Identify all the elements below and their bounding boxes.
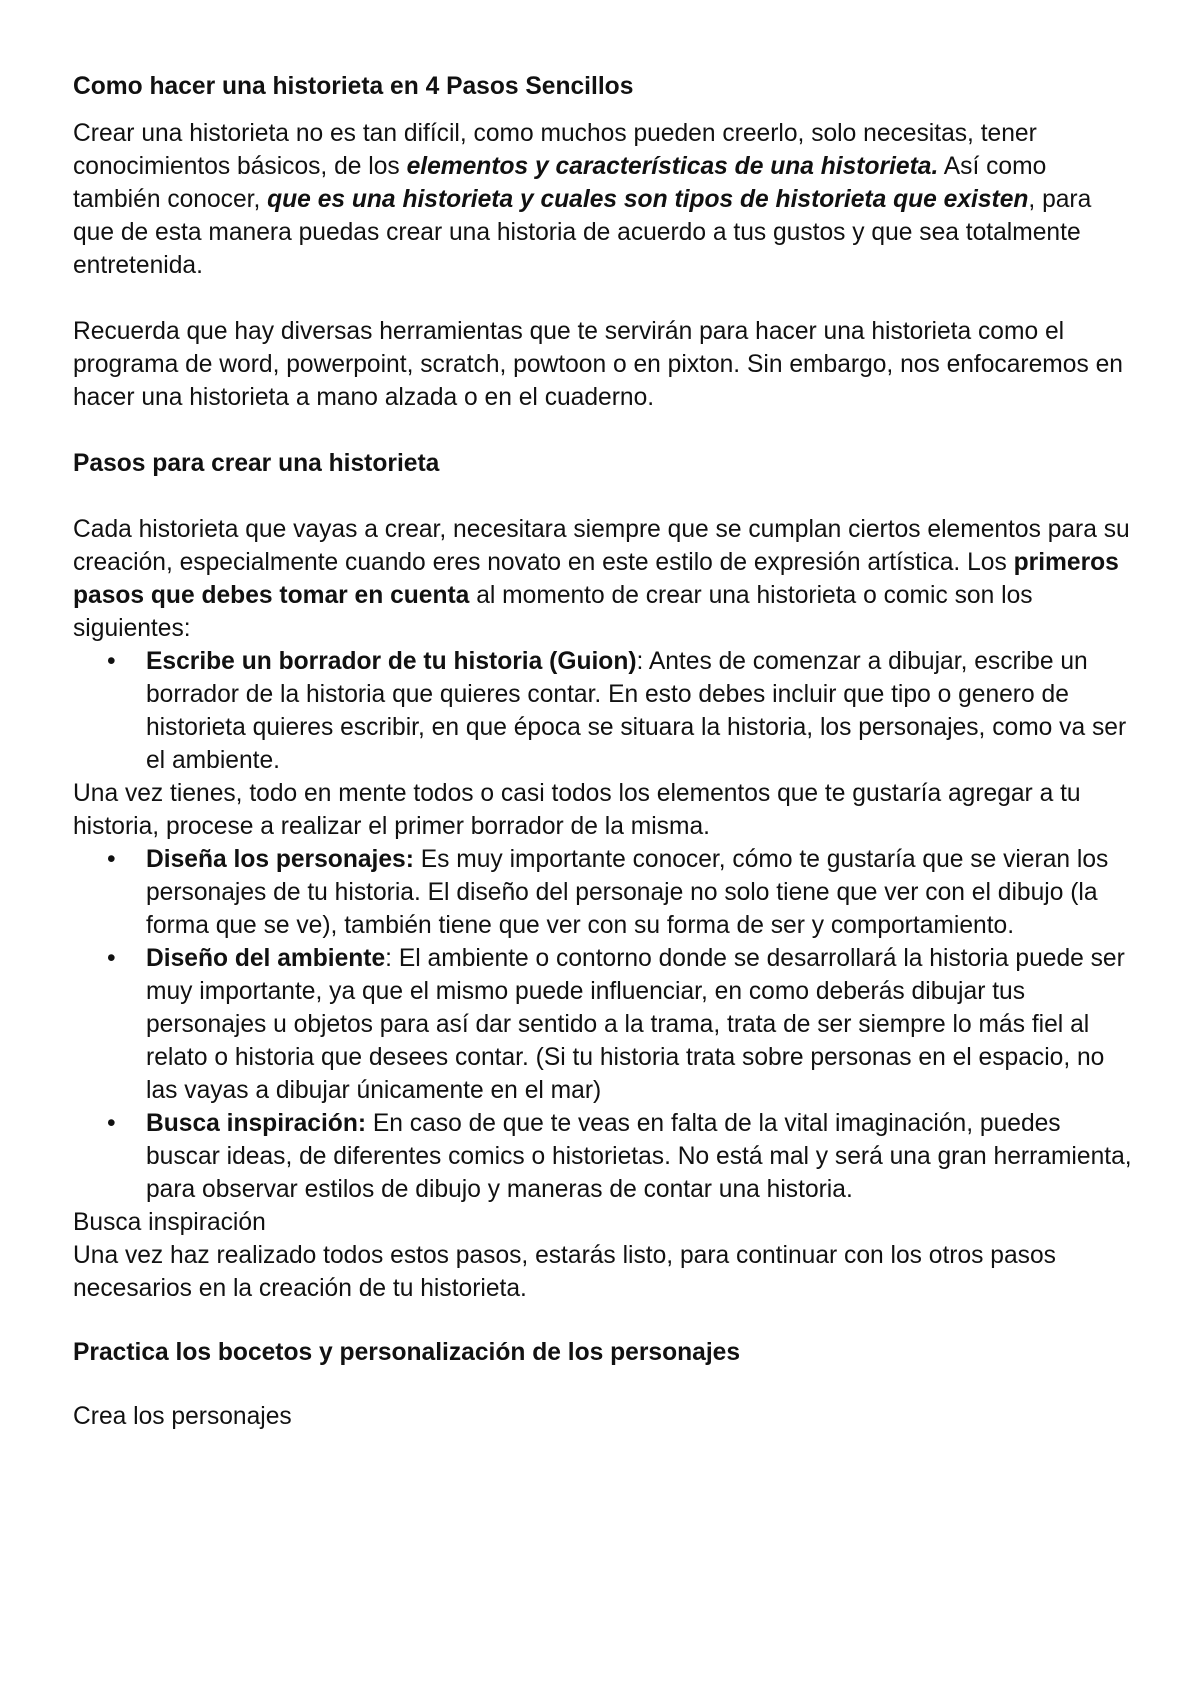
tools-paragraph: Recuerda que hay diversas herramientas que te servirán para hacer una historieta como el programa de word, powerpoint, scratch, powtoon o en pixton. Sin embargo, nos enfocaremos en hacer una historieta a mano alzada o en el cuaderno. xyxy=(73,318,1123,411)
step-draft-text: : Antes de comenzar a dibujar, escribe un borrador de la historia que quieres contar. En esto debes incluir que tipo o genero de historieta quieres escribir, en que época se situara la historia, los personajes, como va ser el ambiente. xyxy=(146,648,1127,774)
step-draft-label: Escribe un borrador de tu historia (Guion) xyxy=(146,648,637,675)
step-inspiration-label: Busca inspiración: xyxy=(146,1110,367,1137)
list-item-step-environment xyxy=(73,942,1133,1107)
intro-emphasis-elements: elementos y características de una historieta. xyxy=(406,153,939,180)
steps-intro-text-2: al momento de crear una historieta o comic son los siguientes: xyxy=(73,582,1033,642)
list-item-step-inspiration xyxy=(73,1107,1133,1206)
step-environment-text: : El ambiente o contorno donde se desarrollará la historia puede ser muy importante, ya que el mismo puede influenciar, en como deberás dibujar tus personajes u objetos para así dar sentido a la trama, trata de ser siempre lo más fiel al relato o historia que desees contar. (Si tu historia trata sobre personas en el espacio, no las vayas a dibujar únicamente en el mar) xyxy=(146,945,1125,1104)
document-title: Como hacer una historieta en 4 Pasos Sencillos xyxy=(73,73,634,100)
practice-heading: Practica los bocetos y personalización de los personajes xyxy=(73,1339,741,1366)
step-environment-label: Diseño del ambiente xyxy=(146,945,386,972)
intro-text-1: Crear una historieta no es tan difícil, como muchos pueden creerlo, solo necesitas, tener conocimientos básicos, de los xyxy=(73,120,1037,180)
steps-intro-paragraph xyxy=(73,513,1133,645)
steps-intro-bold: primeros pasos que debes tomar en cuenta xyxy=(73,549,1119,609)
intro-paragraph xyxy=(73,117,1133,282)
steps-list-2 xyxy=(73,843,1133,1206)
step-characters-text: Es muy importante conocer, cómo te gustaría que se vieran los personajes de tu historia. El diseño del personaje no solo tiene que ver con el dibujo (la forma que se ve), también tiene que ver con su forma de ser y comportamiento. xyxy=(146,846,1109,939)
list-item-step-characters xyxy=(73,843,1133,942)
intro-text-2: Así como también conocer, xyxy=(73,153,1047,213)
document-page xyxy=(73,70,1133,1433)
create-characters-caption: Crea los personajes xyxy=(73,1403,292,1430)
steps-intro-text-1: Cada historieta que vayas a crear, necesitara siempre que se cumplan ciertos elementos para su creación, especialmente cuando eres novato en este estilo de expresión artística. Los xyxy=(73,516,1130,576)
steps-list-1 xyxy=(73,645,1133,777)
step-inspiration-text: En caso de que te veas en falta de la vital imaginación, puedes buscar ideas, de diferentes comics o historietas. No está mal y será una gran herramienta, para observar estilos de dibujo y maneras de contar una historia. xyxy=(146,1110,1132,1203)
step-characters-label: Diseña los personajes: xyxy=(146,846,414,873)
steps-heading: Pasos para crear una historieta xyxy=(73,450,440,477)
after-step1-paragraph: Una vez tienes, todo en mente todos o casi todos los elementos que te gustaría agregar a tu historia, procese a realizar el primer borrador de la misma. xyxy=(73,780,1081,840)
list-item-step-draft xyxy=(73,645,1133,777)
closing-paragraph: Una vez haz realizado todos estos pasos, estarás listo, para continuar con los otros pasos necesarios en la creación de tu historieta. xyxy=(73,1242,1056,1302)
image-caption-inspiration: Busca inspiración xyxy=(73,1209,266,1236)
intro-text-3: , para que de esta manera puedas crear una historia de acuerdo a tus gustos y que sea totalmente entretenida. xyxy=(73,186,1092,279)
intro-emphasis-types: que es una historieta y cuales son tipos de historieta que existen xyxy=(267,186,1029,213)
